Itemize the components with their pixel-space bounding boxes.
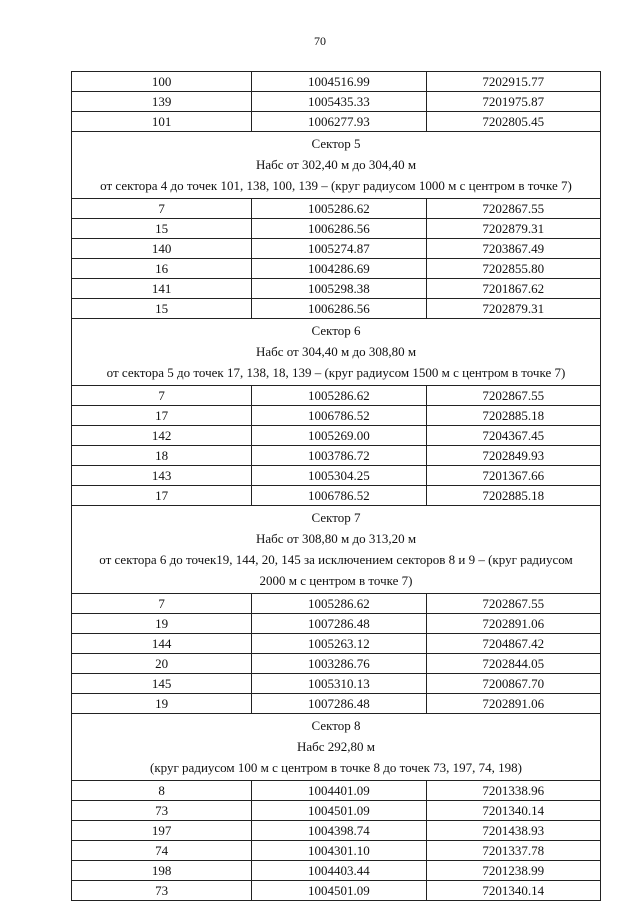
point-number-cell: 73 — [72, 801, 252, 821]
table-row — [72, 861, 601, 881]
y-coordinate-cell: 7204367.45 — [426, 426, 600, 446]
y-coordinate-cell: 7202891.06 — [426, 694, 600, 714]
point-number-cell: 101 — [72, 112, 252, 132]
sector-title: Сектор 8 — [311, 718, 361, 733]
point-number-cell: 19 — [72, 694, 252, 714]
table-row — [72, 594, 601, 614]
point-number-cell: 20 — [72, 654, 252, 674]
point-number-cell: 7 — [72, 386, 252, 406]
point-number-cell: 15 — [72, 219, 252, 239]
table-row — [72, 426, 601, 446]
x-coordinate-cell: 1005274.87 — [252, 239, 426, 259]
y-coordinate-cell: 7202879.31 — [426, 219, 600, 239]
point-number-cell: 17 — [72, 406, 252, 426]
y-coordinate-cell: 7201340.14 — [426, 801, 600, 821]
y-coordinate-cell: 7201867.62 — [426, 279, 600, 299]
sector-header-row — [72, 132, 601, 199]
point-number-cell: 139 — [72, 92, 252, 112]
table-row — [72, 446, 601, 466]
table-row — [72, 654, 601, 674]
table-row — [72, 386, 601, 406]
point-number-cell: 18 — [72, 446, 252, 466]
table-row — [72, 112, 601, 132]
sector-header-row — [72, 506, 601, 594]
sector-description-line: Набс от 308,80 м до 313,20 м — [255, 531, 417, 546]
y-coordinate-cell: 7202867.55 — [426, 594, 600, 614]
x-coordinate-cell: 1004516.99 — [252, 72, 426, 92]
sector-description-line: от сектора 4 до точек 101, 138, 100, 139 – (круг радиусом 1000 м с центром в точке 7) — [100, 178, 572, 193]
point-number-cell: 8 — [72, 781, 252, 801]
table-row — [72, 781, 601, 801]
point-number-cell: 7 — [72, 199, 252, 219]
sector-header — [72, 714, 601, 781]
point-number-cell: 73 — [72, 881, 252, 901]
x-coordinate-cell: 1004286.69 — [252, 259, 426, 279]
table-row — [72, 279, 601, 299]
table-row — [72, 614, 601, 634]
x-coordinate-cell: 1006286.56 — [252, 299, 426, 319]
y-coordinate-cell: 7202844.05 — [426, 654, 600, 674]
x-coordinate-cell: 1005286.62 — [252, 199, 426, 219]
y-coordinate-cell: 7202885.18 — [426, 486, 600, 506]
table-row — [72, 219, 601, 239]
table-row — [72, 634, 601, 654]
x-coordinate-cell: 1005435.33 — [252, 92, 426, 112]
point-number-cell: 143 — [72, 466, 252, 486]
table-row — [72, 199, 601, 219]
table-row — [72, 674, 601, 694]
sector-description-line: (круг радиусом 100 м с центром в точке 8 до точек 73, 197, 74, 198) — [150, 760, 522, 775]
table-row — [72, 466, 601, 486]
y-coordinate-cell: 7201438.93 — [426, 821, 600, 841]
sector-title: Сектор 5 — [311, 136, 361, 151]
y-coordinate-cell: 7204867.42 — [426, 634, 600, 654]
page-number: 70 — [314, 34, 326, 48]
table-row — [72, 821, 601, 841]
x-coordinate-cell: 1004403.44 — [252, 861, 426, 881]
x-coordinate-cell: 1004401.09 — [252, 781, 426, 801]
x-coordinate-cell: 1006286.56 — [252, 219, 426, 239]
sector-description-line: Набс от 302,40 м до 304,40 м — [255, 157, 417, 172]
point-number-cell: 198 — [72, 861, 252, 881]
table-row — [72, 841, 601, 861]
point-number-cell: 7 — [72, 594, 252, 614]
point-number-cell: 140 — [72, 239, 252, 259]
sector-header — [72, 319, 601, 386]
y-coordinate-cell: 7202891.06 — [426, 614, 600, 634]
x-coordinate-cell: 1005286.62 — [252, 386, 426, 406]
x-coordinate-cell: 1005310.13 — [252, 674, 426, 694]
x-coordinate-cell: 1004398.74 — [252, 821, 426, 841]
point-number-cell: 17 — [72, 486, 252, 506]
table-row — [72, 801, 601, 821]
x-coordinate-cell: 1004301.10 — [252, 841, 426, 861]
x-coordinate-cell: 1006786.52 — [252, 406, 426, 426]
table-row — [72, 239, 601, 259]
table-row — [72, 72, 601, 92]
point-number-cell: 100 — [72, 72, 252, 92]
y-coordinate-cell: 7201367.66 — [426, 466, 600, 486]
x-coordinate-cell: 1005304.25 — [252, 466, 426, 486]
x-coordinate-cell: 1007286.48 — [252, 694, 426, 714]
point-number-cell: 16 — [72, 259, 252, 279]
y-coordinate-cell: 7202805.45 — [426, 112, 600, 132]
y-coordinate-cell: 7201337.78 — [426, 841, 600, 861]
x-coordinate-cell: 1004501.09 — [252, 801, 426, 821]
point-number-cell: 142 — [72, 426, 252, 446]
y-coordinate-cell: 7202867.55 — [426, 386, 600, 406]
y-coordinate-cell: 7200867.70 — [426, 674, 600, 694]
sector-header-row — [72, 714, 601, 781]
x-coordinate-cell: 1003786.72 — [252, 446, 426, 466]
table-row — [72, 486, 601, 506]
y-coordinate-cell: 7201238.99 — [426, 861, 600, 881]
coordinates-table-body — [72, 72, 601, 901]
y-coordinate-cell: 7202915.77 — [426, 72, 600, 92]
y-coordinate-cell: 7201338.96 — [426, 781, 600, 801]
x-coordinate-cell: 1004501.09 — [252, 881, 426, 901]
y-coordinate-cell: 7202867.55 — [426, 199, 600, 219]
y-coordinate-cell: 7202879.31 — [426, 299, 600, 319]
sector-description-line: от сектора 5 до точек 17, 138, 18, 139 – (круг радиусом 1500 м с центром в точке 7) — [106, 365, 566, 380]
y-coordinate-cell: 7201975.87 — [426, 92, 600, 112]
y-coordinate-cell: 7201340.14 — [426, 881, 600, 901]
coordinates-table — [71, 71, 601, 901]
y-coordinate-cell: 7202849.93 — [426, 446, 600, 466]
sector-header-row — [72, 319, 601, 386]
x-coordinate-cell: 1003286.76 — [252, 654, 426, 674]
point-number-cell: 145 — [72, 674, 252, 694]
table-row — [72, 881, 601, 901]
point-number-cell: 15 — [72, 299, 252, 319]
sector-header — [72, 132, 601, 199]
point-number-cell: 141 — [72, 279, 252, 299]
x-coordinate-cell: 1005298.38 — [252, 279, 426, 299]
sector-description-line: Набс 292,80 м — [296, 739, 376, 754]
table-row — [72, 299, 601, 319]
y-coordinate-cell: 7202885.18 — [426, 406, 600, 426]
x-coordinate-cell: 1005286.62 — [252, 594, 426, 614]
table-row — [72, 406, 601, 426]
y-coordinate-cell: 7202855.80 — [426, 259, 600, 279]
point-number-cell: 144 — [72, 634, 252, 654]
sector-title: Сектор 6 — [311, 323, 361, 338]
table-row — [72, 694, 601, 714]
x-coordinate-cell: 1006786.52 — [252, 486, 426, 506]
sector-title: Сектор 7 — [311, 510, 361, 525]
point-number-cell: 19 — [72, 614, 252, 634]
table-row — [72, 92, 601, 112]
table-row — [72, 259, 601, 279]
y-coordinate-cell: 7203867.49 — [426, 239, 600, 259]
sector-description-line: Набс от 304,40 м до 308,80 м — [255, 344, 417, 359]
x-coordinate-cell: 1006277.93 — [252, 112, 426, 132]
sector-description-line: от сектора 6 до точек19, 144, 20, 145 за исключением секторов 8 и 9 – (круг радиусом — [99, 552, 573, 567]
x-coordinate-cell: 1007286.48 — [252, 614, 426, 634]
sector-description-line: 2000 м с центром в точке 7) — [259, 573, 413, 588]
x-coordinate-cell: 1005263.12 — [252, 634, 426, 654]
point-number-cell: 197 — [72, 821, 252, 841]
x-coordinate-cell: 1005269.00 — [252, 426, 426, 446]
point-number-cell: 74 — [72, 841, 252, 861]
sector-header — [72, 506, 601, 594]
